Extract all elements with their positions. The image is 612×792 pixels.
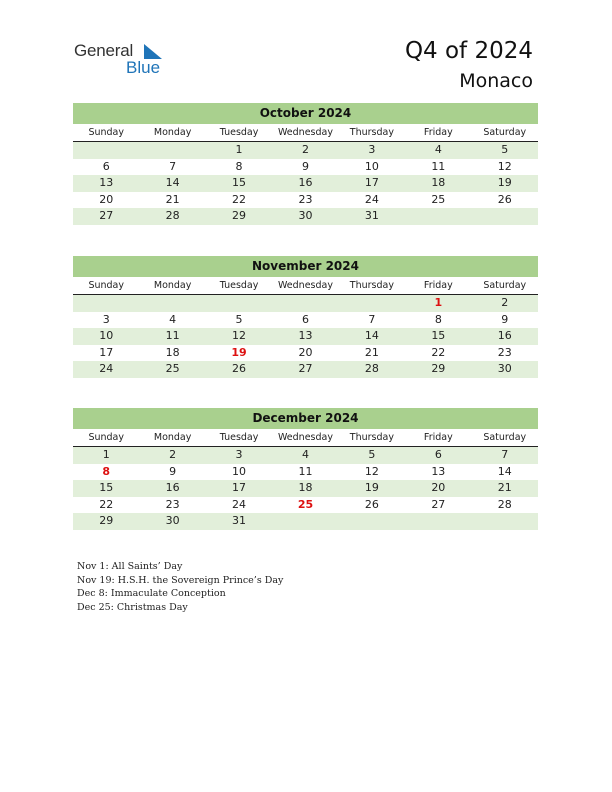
day-cell: 24	[99, 362, 114, 376]
weekday-label: Wednesday	[277, 432, 333, 443]
weekday-label: Thursday	[349, 127, 394, 138]
holiday-notes	[77, 560, 283, 614]
day-cell	[272, 513, 338, 530]
day-cell: 27	[431, 497, 446, 511]
day-cell: 5	[235, 312, 243, 326]
month-title: November 2024	[73, 256, 538, 277]
weekday-label: Saturday	[483, 127, 527, 138]
day-cell: 28	[364, 362, 379, 376]
weekday-header-row	[73, 124, 538, 142]
day-cell: 21	[165, 192, 180, 206]
day-cell: 12	[497, 159, 512, 173]
weekday-label: Tuesday	[219, 432, 259, 443]
week-row	[73, 175, 538, 192]
month-calendar-november	[73, 256, 538, 378]
day-cell: 16	[497, 329, 512, 343]
day-cell: 18	[165, 345, 180, 359]
day-cell: 18	[298, 481, 313, 495]
weekday-label: Wednesday	[277, 127, 333, 138]
day-cell: 2	[301, 143, 309, 156]
holiday-note: Nov 19: H.S.H. the Sovereign Prince’s Day	[77, 574, 284, 586]
day-cell	[206, 295, 272, 312]
day-cell: 14	[364, 329, 379, 343]
day-cell: 13	[298, 329, 313, 343]
week-row	[73, 295, 538, 312]
holiday-day-cell: 25	[297, 497, 314, 511]
day-cell: 11	[165, 329, 180, 343]
day-cell: 28	[497, 497, 512, 511]
weekday-label: Saturday	[483, 432, 527, 443]
day-cell: 1	[235, 143, 243, 156]
weekday-label: Thursday	[349, 280, 394, 291]
month-weeks	[73, 447, 538, 530]
day-cell: 31	[232, 514, 247, 528]
weekday-label: Sunday	[88, 127, 124, 138]
day-cell: 7	[169, 159, 177, 173]
week-row	[73, 208, 538, 225]
day-cell: 25	[165, 362, 180, 376]
day-cell: 12	[364, 464, 379, 478]
weekday-label: Tuesday	[219, 280, 259, 291]
day-cell: 16	[298, 176, 313, 190]
day-cell: 24	[364, 192, 379, 206]
weekday-label: Monday	[153, 280, 192, 291]
day-cell: 11	[431, 159, 446, 173]
day-cell: 25	[431, 192, 446, 206]
week-row	[73, 192, 538, 209]
day-cell: 22	[99, 497, 114, 511]
day-cell: 2	[169, 448, 177, 461]
day-cell: 30	[497, 362, 512, 376]
logo-word-blue: Blue	[126, 58, 161, 77]
page-subtitle: Monaco	[459, 70, 533, 92]
day-cell: 11	[298, 464, 313, 478]
week-row	[73, 142, 538, 159]
day-cell: 4	[169, 312, 177, 326]
weekday-label: Monday	[153, 432, 192, 443]
day-cell	[339, 513, 405, 530]
week-row	[73, 497, 538, 514]
holiday-day-cell: 1	[434, 296, 443, 309]
day-cell: 29	[99, 514, 114, 528]
day-cell	[139, 142, 205, 159]
day-cell: 9	[169, 464, 177, 478]
weekday-label: Tuesday	[219, 127, 259, 138]
day-cell: 3	[368, 143, 376, 156]
month-calendar-december	[73, 408, 538, 530]
day-cell: 26	[232, 362, 247, 376]
day-cell: 26	[364, 497, 379, 511]
weekday-label: Friday	[423, 127, 453, 138]
day-cell: 20	[298, 345, 313, 359]
day-cell: 28	[165, 209, 180, 223]
day-cell	[73, 295, 139, 312]
week-row	[73, 312, 538, 329]
weekday-label: Sunday	[88, 280, 124, 291]
weekday-label: Monday	[153, 127, 192, 138]
day-cell: 17	[99, 345, 114, 359]
week-row	[73, 328, 538, 345]
weekday-label: Friday	[423, 432, 453, 443]
holiday-day-cell: 19	[231, 345, 247, 359]
month-title: December 2024	[73, 408, 538, 429]
day-cell: 23	[497, 345, 512, 359]
month-weeks	[73, 142, 538, 225]
weekday-header-row	[73, 429, 538, 447]
logo-word-general: General	[74, 41, 134, 60]
day-cell: 17	[364, 176, 379, 190]
day-cell: 2	[501, 296, 509, 309]
day-cell: 20	[431, 481, 446, 495]
day-cell: 7	[368, 312, 376, 326]
day-cell: 6	[102, 159, 110, 173]
holiday-note: Dec 8: Immaculate Conception	[77, 588, 226, 599]
weekday-label: Saturday	[483, 280, 527, 291]
day-cell: 23	[298, 192, 313, 206]
month-title: October 2024	[73, 103, 538, 124]
day-cell: 30	[298, 209, 313, 223]
day-cell: 6	[434, 448, 442, 461]
day-cell: 10	[232, 464, 247, 478]
page-title: Q4 of 2024	[404, 38, 533, 64]
week-row	[73, 361, 538, 378]
day-cell: 7	[501, 448, 509, 461]
day-cell	[272, 295, 338, 312]
day-cell: 31	[364, 209, 379, 223]
weekday-label: Sunday	[88, 432, 124, 443]
day-cell	[405, 208, 471, 225]
day-cell: 3	[235, 448, 243, 461]
day-cell: 20	[99, 192, 114, 206]
holiday-day-cell: 8	[102, 464, 111, 478]
day-cell: 29	[431, 362, 446, 376]
day-cell: 10	[99, 329, 114, 343]
day-cell: 3	[102, 312, 110, 326]
day-cell: 5	[501, 143, 509, 156]
day-cell: 19	[497, 176, 512, 190]
week-row	[73, 464, 538, 481]
holiday-note: Nov 1: All Saints’ Day	[77, 561, 183, 572]
day-cell: 15	[232, 176, 247, 190]
day-cell	[405, 513, 471, 530]
weekday-header-row	[73, 277, 538, 295]
day-cell: 21	[497, 481, 512, 495]
day-cell: 27	[298, 362, 313, 376]
day-cell: 15	[431, 329, 446, 343]
week-row	[73, 447, 538, 464]
day-cell: 15	[99, 481, 114, 495]
day-cell: 22	[431, 345, 446, 359]
day-cell: 23	[165, 497, 180, 511]
day-cell: 4	[301, 448, 309, 461]
day-cell: 24	[232, 497, 247, 511]
day-cell: 6	[301, 312, 309, 326]
brand-logo	[74, 41, 174, 77]
week-row	[73, 480, 538, 497]
day-cell: 27	[99, 209, 114, 223]
day-cell	[139, 295, 205, 312]
day-cell: 22	[232, 192, 247, 206]
day-cell: 14	[497, 464, 512, 478]
day-cell: 8	[235, 159, 243, 173]
weekday-label: Thursday	[349, 432, 394, 443]
day-cell: 13	[431, 464, 446, 478]
day-cell: 12	[232, 329, 247, 343]
weekday-label: Friday	[423, 280, 453, 291]
weekday-label: Wednesday	[277, 280, 333, 291]
day-cell: 4	[434, 143, 442, 156]
day-cell	[73, 142, 139, 159]
day-cell: 30	[165, 514, 180, 528]
day-cell: 21	[364, 345, 379, 359]
day-cell: 19	[364, 481, 379, 495]
holiday-note: Dec 25: Christmas Day	[77, 601, 188, 613]
day-cell	[339, 295, 405, 312]
week-row	[73, 513, 538, 530]
day-cell: 14	[165, 176, 180, 190]
week-row	[73, 159, 538, 176]
week-row	[73, 345, 538, 362]
day-cell: 9	[501, 312, 509, 326]
day-cell: 13	[99, 176, 114, 190]
day-cell: 18	[431, 176, 446, 190]
day-cell	[472, 208, 538, 225]
day-cell	[472, 513, 538, 530]
day-cell: 29	[232, 209, 247, 223]
day-cell: 10	[364, 159, 379, 173]
day-cell: 5	[368, 448, 376, 461]
month-calendar-october	[73, 103, 538, 225]
day-cell: 16	[165, 481, 180, 495]
day-cell: 26	[497, 192, 512, 206]
day-cell: 1	[102, 448, 110, 461]
day-cell: 8	[434, 312, 442, 326]
day-cell: 9	[301, 159, 309, 173]
day-cell: 17	[232, 481, 247, 495]
month-weeks	[73, 295, 538, 378]
